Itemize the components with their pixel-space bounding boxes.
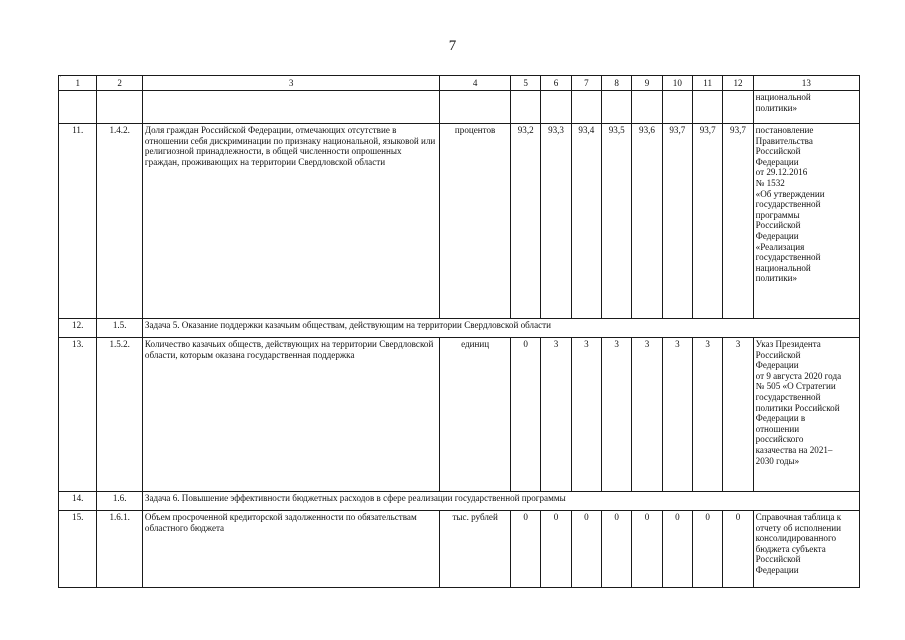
value-cell xyxy=(662,91,692,124)
indicator-name-cell: Доля граждан Российской Федерации, отмечающих отсутствие в отношении себя дискриминации по признаку национальной, языковой или религиозной принадлежности, в общей численности опрошенных граждан, проживающих на территории Свердловской области xyxy=(142,124,439,319)
task-title-cell: Задача 5. Оказание поддержки казачьим обществам, действующим на территории Свердловской области xyxy=(142,319,859,338)
row-number-cell: 15. xyxy=(59,511,97,588)
unit-cell: единиц xyxy=(440,338,511,492)
row-code-cell: 1.4.2. xyxy=(97,124,143,319)
value-cell: 3 xyxy=(602,338,632,492)
indicator-name-cell xyxy=(142,91,439,124)
value-cell xyxy=(602,91,632,124)
row-number-cell: 14. xyxy=(59,492,97,511)
unit-cell: процентов xyxy=(440,124,511,319)
value-cell: 93,7 xyxy=(723,124,753,319)
indicator-name-cell: Объем просроченной кредиторской задолженности по обязательствам областного бюджета xyxy=(142,511,439,588)
value-cell: 93,7 xyxy=(693,124,723,319)
value-cell: 3 xyxy=(632,338,662,492)
column-number-cell: 11 xyxy=(693,76,723,91)
column-number-cell: 7 xyxy=(571,76,601,91)
row-code-cell: 1.5.2. xyxy=(97,338,143,492)
value-cell: 93,2 xyxy=(511,124,541,319)
value-cell xyxy=(541,91,571,124)
row-number-cell xyxy=(59,91,97,124)
row-code-cell: 1.6. xyxy=(97,492,143,511)
column-number-cell: 13 xyxy=(753,76,859,91)
table-row-14 xyxy=(59,492,860,511)
column-number-cell: 8 xyxy=(602,76,632,91)
task-title-cell: Задача 6. Повышение эффективности бюджетных расходов в сфере реализации государственной программы xyxy=(142,492,859,511)
row-number-cell: 13. xyxy=(59,338,97,492)
value-cell: 93,6 xyxy=(632,124,662,319)
value-cell: 0 xyxy=(723,511,753,588)
value-cell: 3 xyxy=(571,338,601,492)
column-number-cell: 6 xyxy=(541,76,571,91)
value-cell: 93,3 xyxy=(541,124,571,319)
value-cell xyxy=(693,91,723,124)
column-number-cell: 2 xyxy=(97,76,143,91)
column-number-row xyxy=(59,76,860,91)
table-row-continuation xyxy=(59,91,860,124)
value-cell: 0 xyxy=(632,511,662,588)
value-cell: 0 xyxy=(571,511,601,588)
row-code-cell xyxy=(97,91,143,124)
margin-tick-mark: · xyxy=(59,71,62,81)
value-cell: 93,7 xyxy=(662,124,692,319)
value-cell: 3 xyxy=(541,338,571,492)
indicator-name-cell: Количество казачьих обществ, действующих на территории Свердловской области, которым оказана государственная поддержка xyxy=(142,338,439,492)
column-number-cell: 1 xyxy=(59,76,97,91)
page-number: 7 xyxy=(448,38,457,54)
source-cell: Указ Президента Российской Федерации от 9 августа 2020 года № 505 «О Стратегии государственной политики Российской Федерации в отношении российского казачества на 2021– 2030 годы» xyxy=(753,338,859,492)
unit-cell: тыс. рублей xyxy=(440,511,511,588)
column-number-cell: 9 xyxy=(632,76,662,91)
value-cell xyxy=(723,91,753,124)
value-cell: 0 xyxy=(541,511,571,588)
source-cell: национальной политики» xyxy=(753,91,859,124)
column-number-cell: 4 xyxy=(440,76,511,91)
table-row-15 xyxy=(59,511,860,588)
value-cell: 0 xyxy=(602,511,632,588)
column-number-cell: 12 xyxy=(723,76,753,91)
value-cell: 0 xyxy=(693,511,723,588)
row-number-cell: 12. xyxy=(59,319,97,338)
table-row-12 xyxy=(59,319,860,338)
value-cell: 93,5 xyxy=(602,124,632,319)
table-row-11 xyxy=(59,124,860,319)
indicators-table xyxy=(58,75,860,588)
source-cell: постановление Правительства Российской Федерации от 29.12.2016 № 1532 «Об утверждении государственной программы Российской Федерации «Реализация государственной национальной политики» xyxy=(753,124,859,319)
table-row-13 xyxy=(59,338,860,492)
value-cell: 93,4 xyxy=(571,124,601,319)
column-number-cell: 5 xyxy=(511,76,541,91)
value-cell: 3 xyxy=(723,338,753,492)
value-cell: 0 xyxy=(511,511,541,588)
value-cell xyxy=(632,91,662,124)
value-cell: 3 xyxy=(693,338,723,492)
row-code-cell: 1.6.1. xyxy=(97,511,143,588)
value-cell: 3 xyxy=(662,338,692,492)
value-cell: 0 xyxy=(511,338,541,492)
value-cell xyxy=(571,91,601,124)
row-number-cell: 11. xyxy=(59,124,97,319)
row-code-cell: 1.5. xyxy=(97,319,143,338)
value-cell xyxy=(511,91,541,124)
value-cell: 0 xyxy=(662,511,692,588)
unit-cell xyxy=(440,91,511,124)
source-cell: Справочная таблица к отчету об исполнении консолидированного бюджета субъекта Российской Федерации xyxy=(753,511,859,588)
column-number-cell: 10 xyxy=(662,76,692,91)
column-number-cell: 3 xyxy=(142,76,439,91)
